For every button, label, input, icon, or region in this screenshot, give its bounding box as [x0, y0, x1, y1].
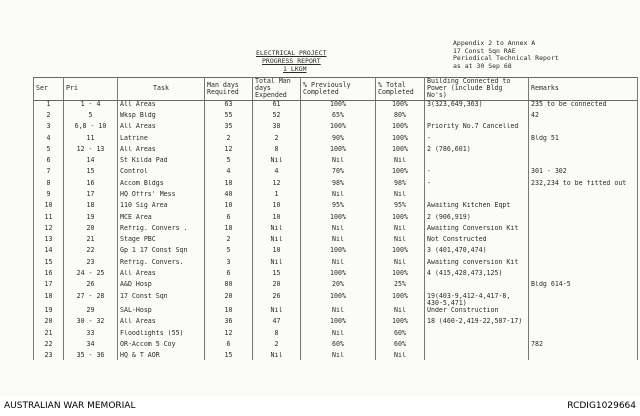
table-cell: 2 — [253, 341, 301, 352]
table-cell: 15 — [253, 270, 301, 281]
table-row — [34, 135, 638, 146]
column-header: Remarks — [529, 78, 638, 101]
table-cell: 30 - 32 — [64, 318, 118, 329]
table-cell: MCE Area — [118, 214, 205, 225]
table-cell: 47 — [253, 318, 301, 329]
table-cell: All Areas — [118, 123, 205, 134]
table-cell: 100% — [301, 293, 376, 307]
table-cell: Under Construction — [425, 307, 529, 318]
table-cell: Nil — [301, 225, 376, 236]
table-cell: Awaiting Kitchen Eqpt — [425, 202, 529, 213]
table-cell — [425, 341, 529, 352]
table-cell: 6,8 - 10 — [64, 123, 118, 134]
table-row — [34, 236, 638, 247]
table-cell: 100% — [301, 270, 376, 281]
table-cell: 232,234 to be fitted out — [529, 180, 638, 191]
progress-table — [33, 77, 638, 360]
table-cell: 2 — [205, 236, 253, 247]
table-cell: 16 — [34, 270, 64, 281]
table-cell: 100% — [376, 293, 425, 307]
table-cell: 33 — [64, 330, 118, 341]
table-cell: 24 - 25 — [64, 270, 118, 281]
table-row — [34, 293, 638, 307]
table-cell — [529, 270, 638, 281]
table-cell: 29 — [64, 307, 118, 318]
table-cell: 100% — [301, 123, 376, 134]
table-cell: 14 — [34, 247, 64, 258]
table-cell: 12 — [34, 225, 64, 236]
table-cell: - — [425, 135, 529, 146]
table-cell — [529, 225, 638, 236]
column-header: Task — [118, 78, 205, 101]
table-cell: 100% — [301, 214, 376, 225]
table-cell: 3 — [34, 123, 64, 134]
table-row — [34, 168, 638, 179]
table-row — [34, 146, 638, 157]
table-cell: 10 — [253, 247, 301, 258]
table-row — [34, 112, 638, 123]
table-cell: 15 — [34, 259, 64, 270]
table-cell: 26 — [64, 281, 118, 292]
table-row — [34, 281, 638, 292]
table-cell: 4 — [34, 135, 64, 146]
table-cell — [529, 259, 638, 270]
table-cell: Refrig. Convers . — [118, 225, 205, 236]
table-cell: 100% — [301, 100, 376, 112]
table-cell: 100% — [376, 247, 425, 258]
table-cell: Refrig. Convers. — [118, 259, 205, 270]
table-cell: 20 — [34, 318, 64, 329]
table-cell: 22 — [34, 341, 64, 352]
table-cell: All Areas — [118, 100, 205, 112]
table-row — [34, 330, 638, 341]
table-cell: 21 — [34, 330, 64, 341]
annex-line-3: Periodical Technical Report — [453, 54, 559, 62]
table-cell: 1 — [34, 100, 64, 112]
table-cell — [529, 123, 638, 134]
table-cell: 100% — [376, 123, 425, 134]
table-cell: 60% — [376, 341, 425, 352]
table-cell: Nil — [376, 225, 425, 236]
table-cell: 19 — [34, 307, 64, 318]
table-cell: 17 — [64, 191, 118, 202]
table-row — [34, 318, 638, 329]
table-cell: 10 — [253, 214, 301, 225]
table-cell: 21 — [64, 236, 118, 247]
table-cell: All Areas — [118, 318, 205, 329]
table-cell: Wksp Bldg — [118, 112, 205, 123]
table-cell: 18 — [64, 202, 118, 213]
table-cell: Nil — [376, 191, 425, 202]
table-cell: 27 - 28 — [64, 293, 118, 307]
table-cell: 5 — [205, 247, 253, 258]
table-cell: 6 — [34, 157, 64, 168]
table-cell: 11 — [34, 214, 64, 225]
table-cell: 34 — [64, 341, 118, 352]
table-cell: 2 — [34, 112, 64, 123]
table-cell: 16 — [64, 180, 118, 191]
table-cell: 6 — [205, 214, 253, 225]
table-cell: 40 — [205, 191, 253, 202]
table-cell: 2 (906,919) — [425, 214, 529, 225]
table-row — [34, 202, 638, 213]
table-cell: 1 - 4 — [64, 100, 118, 112]
table-cell: 4 — [205, 168, 253, 179]
column-header: % Previously Completed — [301, 78, 376, 101]
table-cell: Nil — [301, 259, 376, 270]
table-cell: 235 to be connected — [529, 100, 638, 112]
archive-name: AUSTRALIAN WAR MEMORIAL — [4, 401, 136, 411]
table-cell: Latrine — [118, 135, 205, 146]
table-row — [34, 247, 638, 258]
table-cell: Not Constructed — [425, 236, 529, 247]
annex-line-2: 17 Const Sqn RAE — [453, 46, 516, 55]
table-cell: 100% — [301, 247, 376, 258]
table-cell — [425, 352, 529, 360]
annex-line-4: as at 30 Sep 68 — [453, 61, 512, 70]
table-cell — [529, 293, 638, 307]
table-cell: Nil — [253, 236, 301, 247]
table-cell: Nil — [376, 236, 425, 247]
table-cell: 1 — [253, 191, 301, 202]
table-cell: 95% — [376, 202, 425, 213]
table-row — [34, 225, 638, 236]
table-cell: 9 — [34, 191, 64, 202]
table-cell: 35 - 36 — [64, 352, 118, 360]
table-cell: 18 (460-2,419-22,507-17) — [425, 318, 529, 329]
table-cell: St Kilda Pad — [118, 157, 205, 168]
table-cell: 3 — [205, 259, 253, 270]
table-cell: 20 — [64, 225, 118, 236]
table-cell: Nil — [301, 330, 376, 341]
column-header: Total Man days Expended — [253, 78, 301, 101]
table-cell — [529, 307, 638, 318]
table-cell: 35 — [205, 123, 253, 134]
table-cell: HQ Offrs' Mess — [118, 191, 205, 202]
table-cell: 100% — [376, 100, 425, 112]
table-cell — [529, 202, 638, 213]
table-cell: Bldg 614-5 — [529, 281, 638, 292]
table-cell: Bldg 51 — [529, 135, 638, 146]
archive-id: RCDIG1029664 — [567, 401, 636, 411]
table-cell: 20% — [301, 281, 376, 292]
table-cell — [425, 281, 529, 292]
table-row — [34, 307, 638, 318]
table-cell: All Areas — [118, 146, 205, 157]
table-cell: 10 — [205, 202, 253, 213]
table-cell — [529, 157, 638, 168]
table-cell: 8 — [253, 330, 301, 341]
table-cell: 100% — [376, 146, 425, 157]
report-location: 1 LKGM — [283, 65, 307, 73]
table-cell: 7 — [34, 168, 64, 179]
table-cell: 4 (415,428,473,125) — [425, 270, 529, 281]
table-cell: 65% — [301, 112, 376, 123]
column-header: Man days Required — [205, 78, 253, 101]
column-header: Ser — [34, 78, 64, 101]
table-cell — [529, 318, 638, 329]
table-cell: 17 — [34, 281, 64, 292]
column-header: % Total Completed — [376, 78, 425, 101]
table-row — [34, 123, 638, 134]
table-body — [34, 100, 638, 360]
table-cell: 100% — [376, 168, 425, 179]
table-cell: 18 — [205, 225, 253, 236]
table-cell: Accom Bldgs — [118, 180, 205, 191]
table-cell: 61 — [253, 100, 301, 112]
table-cell: Priority No.7 Cancelled — [425, 123, 529, 134]
table-row — [34, 270, 638, 281]
table-cell: Awaiting Conversion Kit — [425, 225, 529, 236]
table-cell: 12 — [253, 180, 301, 191]
table-cell: 10 — [253, 202, 301, 213]
table-cell — [529, 236, 638, 247]
column-header: Building Connected to Power (include Bldg No's) — [425, 78, 529, 101]
table-cell: 98% — [376, 180, 425, 191]
table-cell: Nil — [301, 236, 376, 247]
table-cell: 2 — [205, 135, 253, 146]
table-row — [34, 100, 638, 112]
table-cell: 19 — [64, 214, 118, 225]
table-cell: Nil — [376, 157, 425, 168]
table-cell — [529, 191, 638, 202]
table-cell: SAL-Hosp — [118, 307, 205, 318]
table-cell: Nil — [253, 307, 301, 318]
table-cell — [425, 191, 529, 202]
table-cell: - — [425, 168, 529, 179]
table-cell: 100% — [301, 318, 376, 329]
table-cell: Nil — [376, 259, 425, 270]
table-cell: Nil — [301, 191, 376, 202]
table-cell: 60% — [376, 330, 425, 341]
table-cell: 5 — [64, 112, 118, 123]
table-row — [34, 191, 638, 202]
table-cell: 14 — [64, 157, 118, 168]
table-cell: Nil — [253, 157, 301, 168]
table-cell: Nil — [301, 352, 376, 360]
table-row — [34, 259, 638, 270]
table-cell: 98% — [301, 180, 376, 191]
footer-bar — [0, 397, 640, 416]
table-cell: 70% — [301, 168, 376, 179]
table-cell: 100% — [376, 270, 425, 281]
table-cell: 17 Const Sqn — [118, 293, 205, 307]
table-cell: 3 (401,470,474) — [425, 247, 529, 258]
table-cell: All Areas — [118, 270, 205, 281]
table-cell: Nil — [376, 352, 425, 360]
table-cell: 12 — [205, 146, 253, 157]
table-cell: A&D Hosp — [118, 281, 205, 292]
table-cell: 18 — [34, 293, 64, 307]
table-cell: 8 — [253, 146, 301, 157]
table-cell: 23 — [64, 259, 118, 270]
table-cell: 25% — [376, 281, 425, 292]
table-cell: 4 — [253, 168, 301, 179]
table-cell: 5 — [34, 146, 64, 157]
table-cell — [529, 247, 638, 258]
table-cell: 100% — [376, 214, 425, 225]
table-cell: - — [425, 180, 529, 191]
table-cell: Nil — [253, 352, 301, 360]
table-cell: 100% — [301, 146, 376, 157]
table-cell: 22 — [64, 247, 118, 258]
table-cell: Nil — [301, 157, 376, 168]
table-cell — [529, 146, 638, 157]
table-cell: 100% — [376, 318, 425, 329]
table-cell: 2 (786,601) — [425, 146, 529, 157]
table-cell: 110 Sig Area — [118, 202, 205, 213]
table-cell: 100% — [376, 135, 425, 146]
report-subtitle: PROGRESS REPORT — [262, 57, 321, 65]
table-cell: 90% — [301, 135, 376, 146]
table-cell: 63 — [205, 100, 253, 112]
table-cell: 12 - 13 — [64, 146, 118, 157]
table-cell: 20 — [253, 281, 301, 292]
table-cell: 6 — [205, 270, 253, 281]
table-cell: 13 — [34, 236, 64, 247]
table-cell: Floodlights (55) — [118, 330, 205, 341]
table-cell: 12 — [205, 330, 253, 341]
table-cell: 38 — [253, 123, 301, 134]
table-row — [34, 341, 638, 352]
table-cell: 10 — [205, 307, 253, 318]
table-cell: 19(403-9,412-4,417-8, 430-5,471) — [425, 293, 529, 307]
table-cell — [425, 157, 529, 168]
table-row — [34, 214, 638, 225]
table-cell: 11 — [64, 135, 118, 146]
table-cell — [529, 214, 638, 225]
table-cell: 20 — [205, 293, 253, 307]
table-row — [34, 352, 638, 360]
table-cell: Gp 1 17 Const Sqn — [118, 247, 205, 258]
table-header-row — [34, 78, 638, 101]
table-cell: 6 — [205, 341, 253, 352]
table-cell — [425, 330, 529, 341]
column-header: Pri — [64, 78, 118, 101]
table-cell: 95% — [301, 202, 376, 213]
table-cell: 80% — [376, 112, 425, 123]
table-cell: 23 — [34, 352, 64, 360]
table-cell: 55 — [205, 112, 253, 123]
table-cell: OR-Accom 5 Coy — [118, 341, 205, 352]
table-cell: 15 — [205, 352, 253, 360]
table-cell: Nil — [253, 259, 301, 270]
table-cell: 18 — [205, 180, 253, 191]
table-row — [34, 180, 638, 191]
table-cell: 80 — [205, 281, 253, 292]
table-cell: 10 — [34, 202, 64, 213]
table-cell: 52 — [253, 112, 301, 123]
table-cell — [529, 352, 638, 360]
table-row — [34, 157, 638, 168]
table-cell: Nil — [376, 307, 425, 318]
table-cell: 42 — [529, 112, 638, 123]
table-cell: 301 - 302 — [529, 168, 638, 179]
table-cell: 3(323,649,363) — [425, 100, 529, 112]
table-cell: Stage PBC — [118, 236, 205, 247]
table-cell: 5 — [205, 157, 253, 168]
table-cell — [425, 112, 529, 123]
annex-line-1: Appendix 2 to Annex A — [453, 39, 536, 47]
table-cell: Control — [118, 168, 205, 179]
table-cell: 26 — [253, 293, 301, 307]
table-cell: Nil — [253, 225, 301, 236]
table-cell: Nil — [301, 307, 376, 318]
report-title: ELECTRICAL PROJECT — [256, 49, 327, 57]
table-cell: 2 — [253, 135, 301, 146]
table-cell: 8 — [34, 180, 64, 191]
table-cell: Awaiting conversion Kit — [425, 259, 529, 270]
table-cell — [529, 330, 638, 341]
table-cell: 782 — [529, 341, 638, 352]
table-cell: 36 — [205, 318, 253, 329]
table-cell: HQ & T AOR — [118, 352, 205, 360]
table-cell: 15 — [64, 168, 118, 179]
table-cell: 60% — [301, 341, 376, 352]
